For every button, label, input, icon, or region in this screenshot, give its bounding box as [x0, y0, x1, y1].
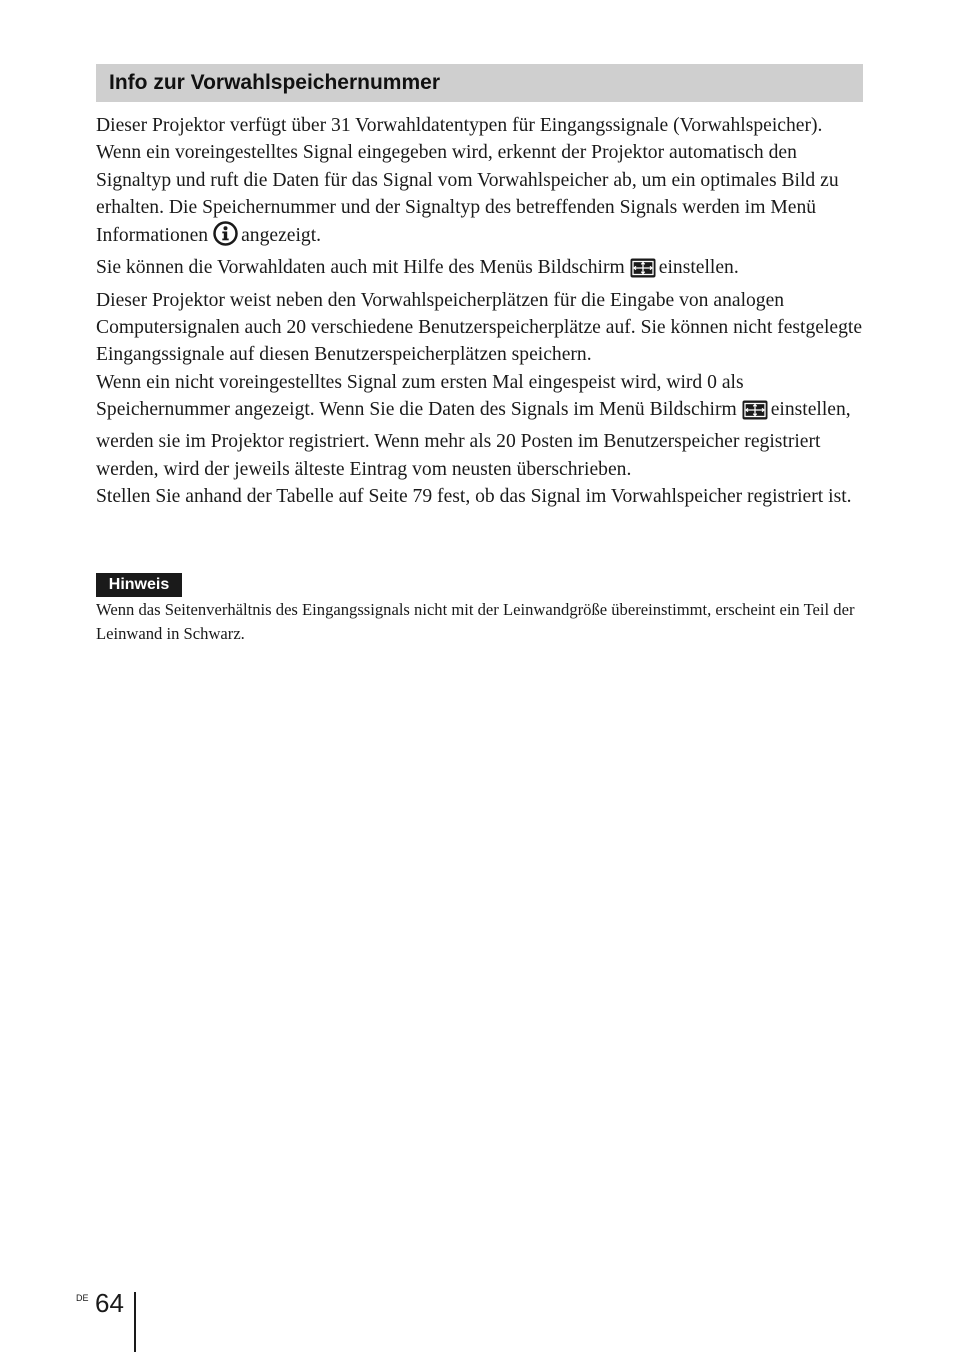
paragraph-4-end: einstellen, werden sie im Projektor registriert. Wenn mehr als 20 Posten im Benutzerspeicher registriert werden, wird der jeweils älteste Eintrag vom neusten überschrieben.: [96, 398, 851, 480]
info-icon: [213, 221, 238, 254]
paragraph-5: Stellen Sie anhand der Tabelle auf Seite 79 fest, ob das Signal im Vorwahlspeicher registriert ist.: [96, 485, 852, 507]
paragraph-2-text: Sie können die Vorwahldaten auch mit Hilfe des Menüs Bildschirm: [96, 257, 625, 279]
screen-menu-icon: [630, 258, 656, 286]
paragraph-1-end: angezeigt.: [241, 225, 322, 247]
screen-menu-icon: [742, 400, 768, 428]
note-label: Hinweis: [96, 573, 182, 597]
paragraph-4: [96, 369, 866, 483]
page-number: 64: [95, 1288, 124, 1318]
paragraph-2-end: einstellen.: [658, 257, 739, 279]
note-text: Wenn das Seitenverhältnis des Eingangssignals nicht mit der Leinwandgröße übereinstimmt, erscheint ein Teil der Leinwand in Schwarz.: [96, 600, 855, 643]
paragraph-1-text: Dieser Projektor verfügt über 31 Vorwahldatentypen für Eingangssignale (Vorwahlspeicher). Wenn ein voreingestelltes Signal eingegeben wird, erkennt der Projektor automatisch den Signaltyp und ruft die Daten für das Signal vom Vorwahlspeicher ab, um ein optimales Bild zu erhalten. Die Speichernummer und der Signaltyp des betreffenden Signals werden im Menü Informationen: [96, 115, 839, 247]
page-divider: [134, 1292, 136, 1352]
paragraph-2: [96, 254, 866, 286]
page-language: DE: [76, 1293, 89, 1303]
paragraph-1: [96, 112, 866, 254]
paragraph-4-text: Wenn ein nicht voreingestelltes Signal zum ersten Mal eingespeist wird, wird 0 als Speichernummer angezeigt. Wenn Sie die Daten des Signals im Menü Bildschirm: [96, 371, 744, 420]
section-title: Info zur Vorwahlspeichernummer: [96, 64, 863, 102]
paragraph-3: Dieser Projektor weist neben den Vorwahlspeicherplätzen für die Eingabe von analogen Computersignalen auch 20 verschiedene Benutzerspeicherplätze auf. Sie können nicht festgelegte Eingangssignale auf diesen Benutzerspeicherplätzen speichern.: [96, 289, 863, 366]
body-text: [96, 112, 866, 510]
